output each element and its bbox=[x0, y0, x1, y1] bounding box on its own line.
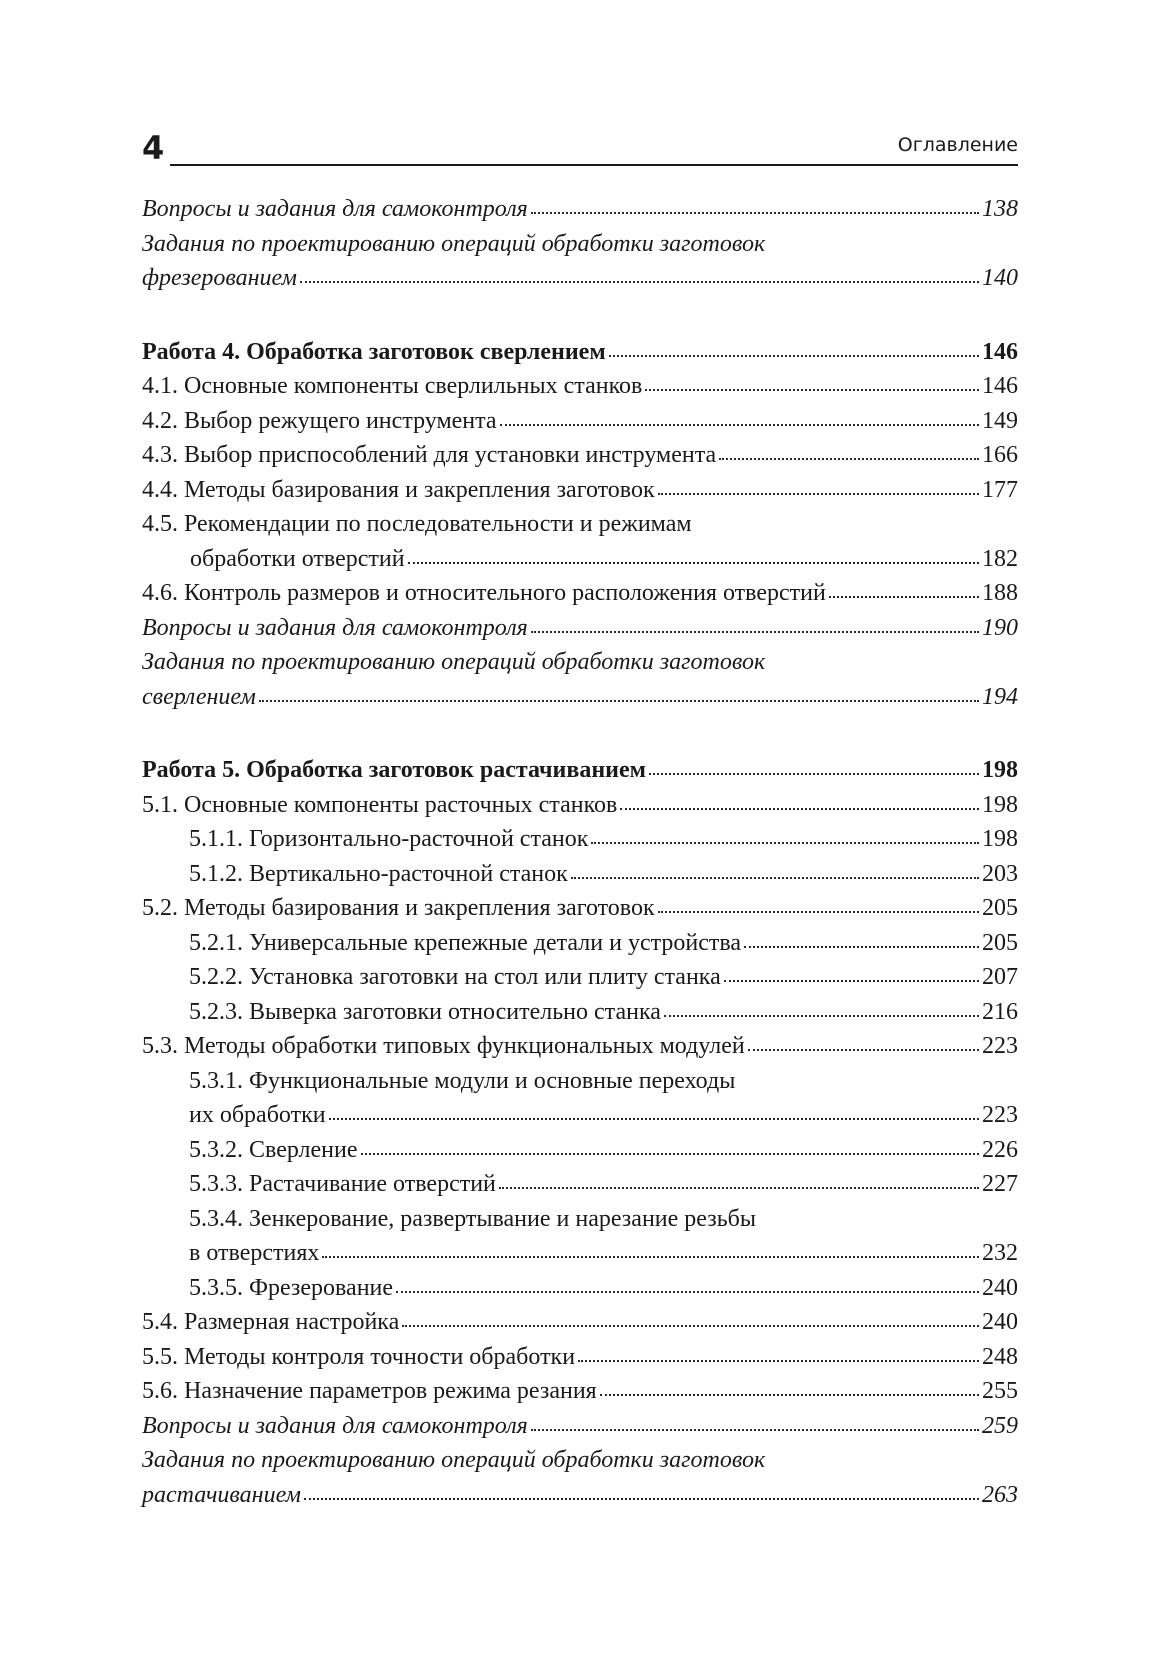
dot-leader bbox=[571, 876, 979, 879]
toc-page-number: 226 bbox=[982, 1136, 1018, 1163]
toc-entry-title: обработки отверстий bbox=[190, 545, 405, 572]
toc-page-number: 248 bbox=[982, 1343, 1018, 1370]
toc-subentry[interactable] bbox=[142, 1202, 1018, 1237]
dot-leader bbox=[499, 1186, 979, 1189]
toc-entry-title: 5.2.2. Установка заготовки на стол или плиту станка bbox=[189, 964, 721, 990]
toc-page-number: 146 bbox=[982, 373, 1018, 399]
toc-entry-title: 5.2. Методы базирования и закрепления заготовок bbox=[142, 895, 655, 921]
toc-page-number: 240 bbox=[982, 1274, 1018, 1301]
toc-page-number: 140 bbox=[982, 265, 1018, 291]
toc-entry[interactable] bbox=[142, 369, 1018, 404]
dot-leader bbox=[531, 630, 979, 633]
toc-page-number: 223 bbox=[982, 1033, 1018, 1059]
toc-page-number: 182 bbox=[982, 545, 1018, 572]
toc-entry-continuation[interactable] bbox=[142, 542, 1018, 577]
toc-entry-title: 5.3.3. Растачивание отверстий bbox=[189, 1171, 496, 1197]
toc-entry-title: 5.6. Назначение параметров режима резания bbox=[142, 1378, 597, 1404]
toc-entry-title: 5.2.1. Универсальные крепежные детали и устройства bbox=[189, 929, 742, 956]
toc-subentry[interactable] bbox=[142, 1167, 1018, 1202]
dot-leader bbox=[304, 1497, 979, 1500]
toc-entry-title: 5.5. Методы контроля точности обработки bbox=[142, 1343, 576, 1370]
toc-page-number: 232 bbox=[982, 1240, 1018, 1266]
dot-leader bbox=[649, 772, 979, 775]
toc-entry-title: Вопросы и задания для самоконтроля bbox=[142, 196, 528, 222]
toc-subentry[interactable] bbox=[142, 857, 1018, 892]
dot-leader bbox=[578, 1359, 979, 1362]
dot-leader bbox=[531, 211, 979, 214]
toc-entry-title: 5.3.4. Зенкерование, развертывание и нарезание резьбы bbox=[189, 1205, 756, 1232]
toc-subentry[interactable] bbox=[142, 1271, 1018, 1306]
toc-entry-title: 4.5. Рекомендации по последовательности и режимам bbox=[142, 511, 692, 537]
toc-entry[interactable] bbox=[142, 576, 1018, 611]
toc-entry-title: 4.2. Выбор режущего инструмента bbox=[142, 407, 497, 434]
toc-entry-title: 4.3. Выбор приспособлений для установки инструмента bbox=[142, 442, 717, 468]
toc-entry[interactable] bbox=[142, 1305, 1018, 1340]
toc-page-number: 255 bbox=[982, 1378, 1018, 1404]
toc-entry-title: 5.1.1. Горизонтально-расточной станок bbox=[189, 826, 589, 852]
toc-entry-title: 4.6. Контроль размеров и относительного расположения отверстий bbox=[142, 580, 826, 606]
toc-page-number: 194 bbox=[982, 683, 1018, 710]
toc-page-number: 198 bbox=[982, 791, 1018, 818]
dot-leader bbox=[600, 1393, 979, 1396]
table-of-contents bbox=[142, 192, 1018, 1512]
toc-entry[interactable] bbox=[142, 227, 1018, 262]
dot-leader bbox=[259, 699, 979, 702]
toc-entry[interactable] bbox=[142, 891, 1018, 926]
dot-leader bbox=[591, 841, 979, 844]
toc-entry[interactable] bbox=[142, 473, 1018, 508]
toc-entry-title: Вопросы и задания для самоконтроля bbox=[142, 1412, 528, 1439]
toc-page-number: 223 bbox=[982, 1102, 1018, 1128]
toc-chapter-heading[interactable] bbox=[142, 335, 1018, 370]
toc-page-number: 207 bbox=[982, 964, 1018, 990]
dot-leader bbox=[396, 1290, 979, 1293]
toc-entry-title: 5.2.3. Выверка заготовки относительно станка bbox=[189, 998, 661, 1025]
toc-entry-continuation[interactable] bbox=[142, 1478, 1018, 1513]
toc-entry-title: Задания по проектированию операций обработки заготовок bbox=[142, 1447, 766, 1473]
toc-page-number: 240 bbox=[982, 1309, 1018, 1335]
toc-entry-title: 5.1.2. Вертикально-расточной станок bbox=[189, 860, 568, 887]
dot-leader bbox=[658, 910, 979, 913]
toc-subentry-continuation[interactable] bbox=[142, 1236, 1018, 1271]
toc-page-number: 190 bbox=[982, 614, 1018, 641]
toc-entry-title: 4.4. Методы базирования и закрепления заготовок bbox=[142, 476, 655, 503]
toc-page-number: 188 bbox=[982, 580, 1018, 606]
toc-entry-title: 4.1. Основные компоненты сверлильных станков bbox=[142, 373, 643, 399]
toc-page-number: 177 bbox=[982, 476, 1018, 503]
toc-page-number: 216 bbox=[982, 998, 1018, 1025]
header-rule bbox=[170, 164, 1018, 166]
dot-leader bbox=[724, 979, 979, 982]
toc-entry-title: Работа 5. Обработка заготовок растачиванием bbox=[142, 757, 646, 783]
toc-entry-title: Работа 4. Обработка заготовок сверлением bbox=[142, 338, 606, 365]
toc-entry-title: 5.1. Основные компоненты расточных станков bbox=[142, 791, 618, 818]
toc-entry-continuation[interactable] bbox=[142, 261, 1018, 296]
toc-page-number: 198 bbox=[982, 826, 1018, 852]
toc-entry-title: 5.3. Методы обработки типовых функциональных модулей bbox=[142, 1033, 745, 1059]
toc-entry[interactable] bbox=[142, 192, 1018, 227]
running-header bbox=[142, 128, 1018, 168]
dot-leader bbox=[645, 388, 979, 391]
dot-leader bbox=[658, 492, 979, 495]
toc-entry[interactable] bbox=[142, 438, 1018, 473]
toc-entry[interactable] bbox=[142, 611, 1018, 646]
toc-page-number: 198 bbox=[982, 757, 1018, 783]
toc-page-number: 203 bbox=[982, 860, 1018, 887]
dot-leader bbox=[361, 1152, 979, 1155]
toc-entry-title: фрезерованием bbox=[142, 265, 297, 291]
toc-entry-title: растачиванием bbox=[142, 1481, 301, 1508]
toc-entry-title: 5.4. Размерная настройка bbox=[142, 1309, 400, 1335]
dot-leader bbox=[620, 807, 979, 810]
dot-leader bbox=[300, 280, 979, 283]
toc-entry-continuation[interactable] bbox=[142, 680, 1018, 715]
dot-leader bbox=[748, 1048, 979, 1051]
toc-entry[interactable] bbox=[142, 404, 1018, 439]
toc-subentry[interactable] bbox=[142, 822, 1018, 857]
toc-entry-title: Задания по проектированию операций обработки заготовок bbox=[142, 649, 766, 675]
toc-entry-title: 5.3.2. Сверление bbox=[189, 1136, 358, 1163]
toc-entry[interactable] bbox=[142, 507, 1018, 542]
dot-leader bbox=[531, 1428, 979, 1431]
dot-leader bbox=[408, 561, 979, 564]
toc-page-number: 149 bbox=[982, 407, 1018, 434]
toc-subentry[interactable] bbox=[142, 960, 1018, 995]
toc-page-number: 227 bbox=[982, 1171, 1018, 1197]
toc-chapter-heading[interactable] bbox=[142, 753, 1018, 788]
toc-entry[interactable] bbox=[142, 1340, 1018, 1375]
dot-leader bbox=[322, 1255, 979, 1258]
dot-leader bbox=[402, 1324, 979, 1327]
toc-entry-title: 5.3.5. Фрезерование bbox=[189, 1274, 394, 1301]
toc-page-number: 138 bbox=[982, 196, 1018, 222]
toc-page-number: 259 bbox=[982, 1412, 1018, 1439]
toc-entry-title: в отверстиях bbox=[189, 1240, 320, 1266]
toc-subentry[interactable] bbox=[142, 1064, 1018, 1099]
toc-subentry-continuation[interactable] bbox=[142, 1098, 1018, 1133]
toc-page-number: 166 bbox=[982, 442, 1018, 468]
toc-entry-title: 5.3.1. Функциональные модули и основные переходы bbox=[189, 1067, 736, 1094]
toc-entry[interactable] bbox=[142, 1374, 1018, 1409]
toc-entry[interactable] bbox=[142, 1029, 1018, 1064]
toc-entry[interactable] bbox=[142, 1443, 1018, 1478]
toc-subentry[interactable] bbox=[142, 1133, 1018, 1168]
toc-subentry[interactable] bbox=[142, 995, 1018, 1030]
running-title: Оглавление bbox=[897, 134, 1018, 156]
toc-entry-title: их обработки bbox=[189, 1102, 326, 1128]
dot-leader bbox=[664, 1014, 979, 1017]
dot-leader bbox=[329, 1117, 979, 1120]
toc-subentry[interactable] bbox=[142, 926, 1018, 961]
toc-page-number: 263 bbox=[982, 1481, 1018, 1508]
toc-entry[interactable] bbox=[142, 788, 1018, 823]
toc-page-number: 205 bbox=[982, 895, 1018, 921]
dot-leader bbox=[500, 423, 979, 426]
toc-page-number: 205 bbox=[982, 929, 1018, 956]
dot-leader bbox=[719, 457, 979, 460]
dot-leader bbox=[829, 595, 979, 598]
toc-entry[interactable] bbox=[142, 1409, 1018, 1444]
dot-leader bbox=[609, 354, 979, 357]
toc-entry[interactable] bbox=[142, 645, 1018, 680]
toc-entry-title: сверлением bbox=[142, 683, 256, 710]
page-number: 4 bbox=[142, 129, 165, 167]
dot-leader bbox=[744, 945, 979, 948]
toc-entry-title: Задания по проектированию операций обработки заготовок bbox=[142, 230, 766, 257]
toc-entry-title: Вопросы и задания для самоконтроля bbox=[142, 614, 528, 641]
toc-page-number: 146 bbox=[982, 338, 1018, 365]
